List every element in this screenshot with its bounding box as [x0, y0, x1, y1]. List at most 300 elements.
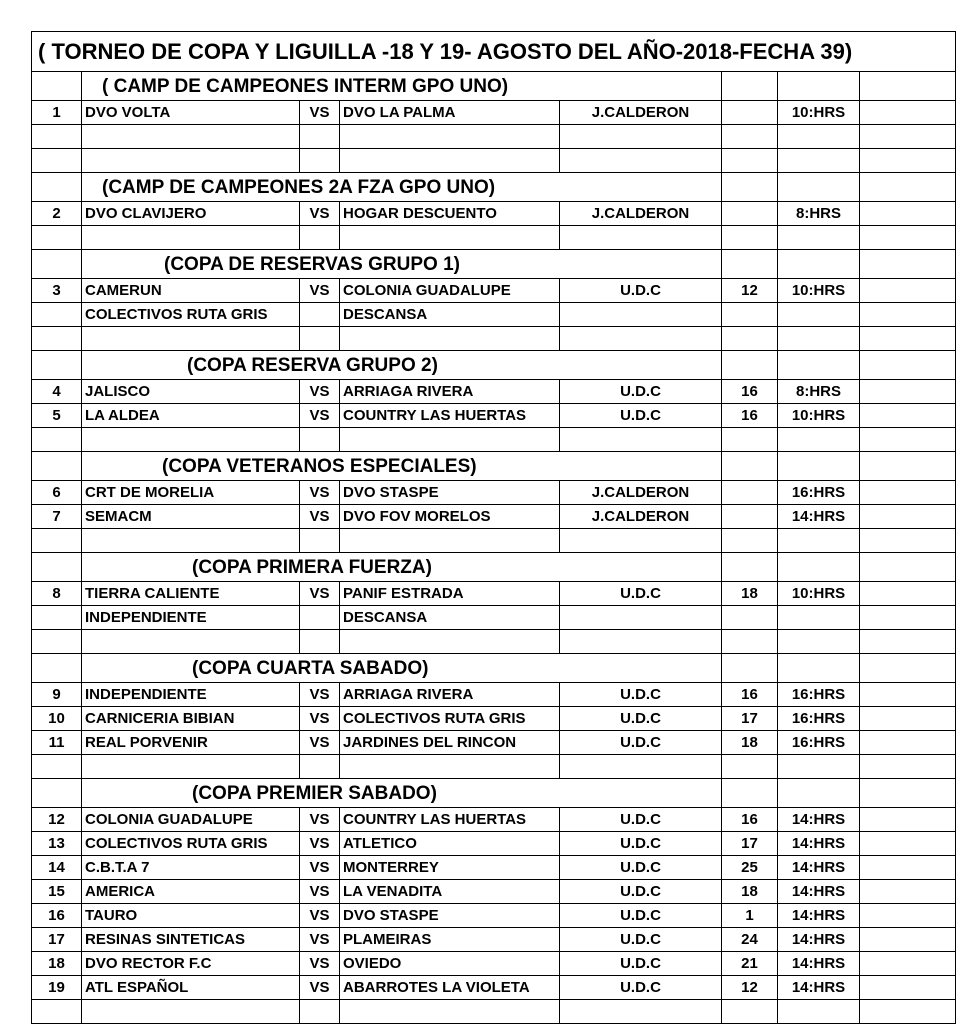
match-number: 13	[32, 832, 82, 856]
away-team	[340, 428, 560, 452]
versus-label	[300, 755, 340, 779]
match-row	[32, 606, 956, 630]
versus-label: VS	[300, 976, 340, 1000]
match-number: 11	[32, 731, 82, 755]
home-team	[82, 428, 300, 452]
versus-label	[300, 226, 340, 250]
away-team: DESCANSA	[340, 606, 560, 630]
notes-cell	[860, 928, 956, 952]
section-header-empty-cell	[722, 553, 778, 582]
away-team: DVO STASPE	[340, 481, 560, 505]
venue: U.D.C	[560, 832, 722, 856]
section-title: (COPA VETERANOS ESPECIALES)	[82, 452, 722, 481]
kickoff-time: 14:HRS	[778, 904, 860, 928]
notes-cell	[860, 149, 956, 173]
home-team: ATL ESPAÑOL	[82, 976, 300, 1000]
section-title: (COPA DE RESERVAS GRUPO 1)	[82, 250, 722, 279]
versus-label: VS	[300, 481, 340, 505]
notes-cell	[860, 380, 956, 404]
kickoff-time	[778, 630, 860, 654]
section-header-row	[32, 654, 956, 683]
away-team	[340, 630, 560, 654]
kickoff-time: 16:HRS	[778, 731, 860, 755]
kickoff-time	[778, 606, 860, 630]
match-row	[32, 683, 956, 707]
home-team	[82, 125, 300, 149]
versus-label	[300, 327, 340, 351]
section-header-row	[32, 351, 956, 380]
versus-label: VS	[300, 101, 340, 125]
section-header-empty-cell	[860, 654, 956, 683]
venue	[560, 529, 722, 553]
section-title: (COPA CUARTA SABADO)	[82, 654, 722, 683]
field-number: 17	[722, 707, 778, 731]
home-team: COLONIA GUADALUPE	[82, 808, 300, 832]
section-title: (COPA PRIMERA FUERZA)	[82, 553, 722, 582]
field-number	[722, 101, 778, 125]
versus-label: VS	[300, 582, 340, 606]
match-number: 2	[32, 202, 82, 226]
away-team: ABARROTES LA VIOLETA	[340, 976, 560, 1000]
home-team: INDEPENDIENTE	[82, 606, 300, 630]
kickoff-time: 16:HRS	[778, 707, 860, 731]
venue: U.D.C	[560, 952, 722, 976]
match-row	[32, 904, 956, 928]
section-header-empty-cell	[778, 553, 860, 582]
kickoff-time	[778, 125, 860, 149]
kickoff-time	[778, 529, 860, 553]
section-header-empty-cell	[722, 452, 778, 481]
venue	[560, 755, 722, 779]
home-team: CRT DE MORELIA	[82, 481, 300, 505]
away-team: ARRIAGA RIVERA	[340, 380, 560, 404]
home-team: REAL PORVENIR	[82, 731, 300, 755]
schedule-table	[31, 31, 956, 1024]
versus-label: VS	[300, 731, 340, 755]
match-number	[32, 529, 82, 553]
match-row	[32, 529, 956, 553]
home-team	[82, 1000, 300, 1024]
field-number: 16	[722, 683, 778, 707]
kickoff-time: 8:HRS	[778, 380, 860, 404]
venue	[560, 303, 722, 327]
match-number: 19	[32, 976, 82, 1000]
notes-cell	[860, 529, 956, 553]
section-header-empty-cell	[860, 779, 956, 808]
away-team: PLAMEIRAS	[340, 928, 560, 952]
versus-label: VS	[300, 952, 340, 976]
versus-label	[300, 428, 340, 452]
notes-cell	[860, 683, 956, 707]
venue	[560, 327, 722, 351]
field-number: 25	[722, 856, 778, 880]
section-header-empty-cell	[778, 654, 860, 683]
section-header-empty-cell	[778, 250, 860, 279]
section-header-empty-cell	[778, 72, 860, 101]
kickoff-time: 16:HRS	[778, 481, 860, 505]
match-row	[32, 404, 956, 428]
versus-label	[300, 529, 340, 553]
home-team: LA ALDEA	[82, 404, 300, 428]
field-number: 16	[722, 808, 778, 832]
field-number	[722, 226, 778, 250]
section-header-spacer	[32, 351, 82, 380]
field-number: 12	[722, 279, 778, 303]
notes-cell	[860, 404, 956, 428]
section-header-empty-cell	[860, 553, 956, 582]
kickoff-time: 14:HRS	[778, 505, 860, 529]
kickoff-time	[778, 755, 860, 779]
match-row	[32, 380, 956, 404]
venue: U.D.C	[560, 380, 722, 404]
away-team: DVO STASPE	[340, 904, 560, 928]
venue: U.D.C	[560, 928, 722, 952]
versus-label: VS	[300, 707, 340, 731]
away-team: COUNTRY LAS HUERTAS	[340, 808, 560, 832]
versus-label: VS	[300, 404, 340, 428]
home-team: DVO CLAVIJERO	[82, 202, 300, 226]
away-team	[340, 327, 560, 351]
home-team: CAMERUN	[82, 279, 300, 303]
home-team: DVO RECTOR F.C	[82, 952, 300, 976]
match-number: 1	[32, 101, 82, 125]
home-team	[82, 755, 300, 779]
field-number	[722, 630, 778, 654]
versus-label: VS	[300, 880, 340, 904]
match-row	[32, 755, 956, 779]
away-team: DVO LA PALMA	[340, 101, 560, 125]
away-team: ARRIAGA RIVERA	[340, 683, 560, 707]
match-number: 14	[32, 856, 82, 880]
notes-cell	[860, 327, 956, 351]
notes-cell	[860, 1000, 956, 1024]
match-row	[32, 327, 956, 351]
match-row	[32, 856, 956, 880]
section-header-spacer	[32, 452, 82, 481]
venue: U.D.C	[560, 880, 722, 904]
versus-label	[300, 125, 340, 149]
match-row	[32, 149, 956, 173]
home-team: DVO VOLTA	[82, 101, 300, 125]
field-number: 1	[722, 904, 778, 928]
section-title: (COPA RESERVA GRUPO 2)	[82, 351, 722, 380]
match-row	[32, 101, 956, 125]
match-number: 10	[32, 707, 82, 731]
kickoff-time	[778, 226, 860, 250]
venue	[560, 630, 722, 654]
section-header-empty-cell	[722, 351, 778, 380]
venue: U.D.C	[560, 856, 722, 880]
section-header-spacer	[32, 72, 82, 101]
section-header-spacer	[32, 553, 82, 582]
notes-cell	[860, 755, 956, 779]
match-row	[32, 731, 956, 755]
field-number: 16	[722, 404, 778, 428]
kickoff-time	[778, 303, 860, 327]
kickoff-time	[778, 1000, 860, 1024]
home-team	[82, 529, 300, 553]
venue	[560, 1000, 722, 1024]
section-header-empty-cell	[860, 173, 956, 202]
kickoff-time: 14:HRS	[778, 808, 860, 832]
match-row	[32, 582, 956, 606]
venue	[560, 226, 722, 250]
venue: U.D.C	[560, 731, 722, 755]
venue: U.D.C	[560, 582, 722, 606]
home-team: COLECTIVOS RUTA GRIS	[82, 832, 300, 856]
notes-cell	[860, 505, 956, 529]
section-header-spacer	[32, 779, 82, 808]
venue: J.CALDERON	[560, 481, 722, 505]
match-number: 4	[32, 380, 82, 404]
home-team: TAURO	[82, 904, 300, 928]
away-team	[340, 529, 560, 553]
away-team: COLONIA GUADALUPE	[340, 279, 560, 303]
match-number: 8	[32, 582, 82, 606]
match-number: 12	[32, 808, 82, 832]
field-number	[722, 755, 778, 779]
field-number: 21	[722, 952, 778, 976]
kickoff-time	[778, 428, 860, 452]
notes-cell	[860, 279, 956, 303]
venue	[560, 606, 722, 630]
away-team	[340, 226, 560, 250]
field-number	[722, 529, 778, 553]
kickoff-time: 14:HRS	[778, 976, 860, 1000]
match-row	[32, 505, 956, 529]
away-team	[340, 755, 560, 779]
kickoff-time: 14:HRS	[778, 952, 860, 976]
match-number	[32, 755, 82, 779]
notes-cell	[860, 481, 956, 505]
section-header-empty-cell	[778, 351, 860, 380]
match-number	[32, 226, 82, 250]
match-number: 6	[32, 481, 82, 505]
home-team: TIERRA CALIENTE	[82, 582, 300, 606]
versus-label: VS	[300, 904, 340, 928]
section-header-row	[32, 553, 956, 582]
match-number	[32, 303, 82, 327]
venue: U.D.C	[560, 683, 722, 707]
match-row	[32, 630, 956, 654]
field-number: 18	[722, 880, 778, 904]
home-team	[82, 226, 300, 250]
away-team: COUNTRY LAS HUERTAS	[340, 404, 560, 428]
away-team	[340, 149, 560, 173]
field-number	[722, 202, 778, 226]
away-team: PANIF ESTRADA	[340, 582, 560, 606]
match-number	[32, 327, 82, 351]
match-number	[32, 630, 82, 654]
section-title: (COPA PREMIER SABADO)	[82, 779, 722, 808]
field-number	[722, 428, 778, 452]
kickoff-time: 14:HRS	[778, 856, 860, 880]
match-row	[32, 303, 956, 327]
section-header-row	[32, 250, 956, 279]
venue: J.CALDERON	[560, 505, 722, 529]
match-number: 9	[32, 683, 82, 707]
notes-cell	[860, 202, 956, 226]
section-header-empty-cell	[860, 72, 956, 101]
notes-cell	[860, 101, 956, 125]
versus-label	[300, 149, 340, 173]
versus-label: VS	[300, 856, 340, 880]
venue: J.CALDERON	[560, 202, 722, 226]
away-team	[340, 1000, 560, 1024]
match-number	[32, 606, 82, 630]
away-team: OVIEDO	[340, 952, 560, 976]
match-number: 7	[32, 505, 82, 529]
versus-label: VS	[300, 832, 340, 856]
field-number	[722, 606, 778, 630]
kickoff-time: 10:HRS	[778, 404, 860, 428]
notes-cell	[860, 226, 956, 250]
kickoff-time: 10:HRS	[778, 279, 860, 303]
section-header-spacer	[32, 654, 82, 683]
match-row	[32, 808, 956, 832]
field-number	[722, 481, 778, 505]
versus-label	[300, 303, 340, 327]
section-header-row	[32, 452, 956, 481]
section-header-empty-cell	[722, 654, 778, 683]
section-header-empty-cell	[860, 351, 956, 380]
match-row	[32, 226, 956, 250]
section-header-row	[32, 72, 956, 101]
home-team: RESINAS SINTETICAS	[82, 928, 300, 952]
field-number	[722, 327, 778, 351]
section-header-empty-cell	[860, 452, 956, 481]
field-number: 18	[722, 731, 778, 755]
match-number	[32, 428, 82, 452]
match-row	[32, 707, 956, 731]
section-title: ( CAMP DE CAMPEONES INTERM GPO UNO)	[82, 72, 722, 101]
section-header-spacer	[32, 250, 82, 279]
notes-cell	[860, 832, 956, 856]
match-number	[32, 1000, 82, 1024]
venue: U.D.C	[560, 976, 722, 1000]
notes-cell	[860, 606, 956, 630]
versus-label	[300, 1000, 340, 1024]
section-header-empty-cell	[778, 173, 860, 202]
match-number: 17	[32, 928, 82, 952]
section-header-empty-cell	[778, 779, 860, 808]
notes-cell	[860, 976, 956, 1000]
kickoff-time: 14:HRS	[778, 928, 860, 952]
match-number: 5	[32, 404, 82, 428]
notes-cell	[860, 428, 956, 452]
notes-cell	[860, 125, 956, 149]
venue	[560, 149, 722, 173]
notes-cell	[860, 904, 956, 928]
away-team: COLECTIVOS RUTA GRIS	[340, 707, 560, 731]
notes-cell	[860, 303, 956, 327]
kickoff-time: 14:HRS	[778, 832, 860, 856]
away-team	[340, 125, 560, 149]
versus-label	[300, 606, 340, 630]
match-row	[32, 202, 956, 226]
notes-cell	[860, 856, 956, 880]
section-header-empty-cell	[722, 779, 778, 808]
home-team: COLECTIVOS RUTA GRIS	[82, 303, 300, 327]
home-team: AMERICA	[82, 880, 300, 904]
venue: U.D.C	[560, 808, 722, 832]
match-number	[32, 125, 82, 149]
section-header-row	[32, 779, 956, 808]
title-row	[32, 32, 956, 72]
notes-cell	[860, 808, 956, 832]
kickoff-time: 10:HRS	[778, 101, 860, 125]
match-row	[32, 1000, 956, 1024]
away-team: HOGAR DESCUENTO	[340, 202, 560, 226]
kickoff-time	[778, 149, 860, 173]
kickoff-time: 16:HRS	[778, 683, 860, 707]
section-header-spacer	[32, 173, 82, 202]
match-number: 15	[32, 880, 82, 904]
match-number: 16	[32, 904, 82, 928]
notes-cell	[860, 630, 956, 654]
match-number: 3	[32, 279, 82, 303]
away-team: DESCANSA	[340, 303, 560, 327]
versus-label: VS	[300, 808, 340, 832]
venue: U.D.C	[560, 279, 722, 303]
venue: U.D.C	[560, 404, 722, 428]
home-team: SEMACM	[82, 505, 300, 529]
match-row	[32, 481, 956, 505]
home-team: INDEPENDIENTE	[82, 683, 300, 707]
field-number	[722, 505, 778, 529]
section-header-empty-cell	[860, 250, 956, 279]
section-header-empty-cell	[722, 250, 778, 279]
venue: J.CALDERON	[560, 101, 722, 125]
section-title: (CAMP DE CAMPEONES 2A FZA GPO UNO)	[82, 173, 722, 202]
notes-cell	[860, 707, 956, 731]
venue	[560, 125, 722, 149]
match-row	[32, 125, 956, 149]
section-header-row	[32, 173, 956, 202]
field-number: 12	[722, 976, 778, 1000]
section-header-empty-cell	[778, 452, 860, 481]
match-row	[32, 279, 956, 303]
field-number: 24	[722, 928, 778, 952]
section-header-empty-cell	[722, 72, 778, 101]
kickoff-time	[778, 327, 860, 351]
versus-label: VS	[300, 505, 340, 529]
home-team	[82, 327, 300, 351]
versus-label	[300, 630, 340, 654]
match-row	[32, 880, 956, 904]
notes-cell	[860, 952, 956, 976]
field-number: 17	[722, 832, 778, 856]
away-team: LA VENADITA	[340, 880, 560, 904]
match-row	[32, 928, 956, 952]
match-number: 18	[32, 952, 82, 976]
venue: U.D.C	[560, 707, 722, 731]
kickoff-time: 10:HRS	[778, 582, 860, 606]
away-team: JARDINES DEL RINCON	[340, 731, 560, 755]
field-number: 16	[722, 380, 778, 404]
away-team: DVO FOV MORELOS	[340, 505, 560, 529]
home-team	[82, 630, 300, 654]
home-team: CARNICERIA BIBIAN	[82, 707, 300, 731]
versus-label: VS	[300, 279, 340, 303]
notes-cell	[860, 582, 956, 606]
field-number	[722, 149, 778, 173]
field-number	[722, 125, 778, 149]
match-row	[32, 976, 956, 1000]
versus-label: VS	[300, 928, 340, 952]
field-number	[722, 1000, 778, 1024]
notes-cell	[860, 731, 956, 755]
